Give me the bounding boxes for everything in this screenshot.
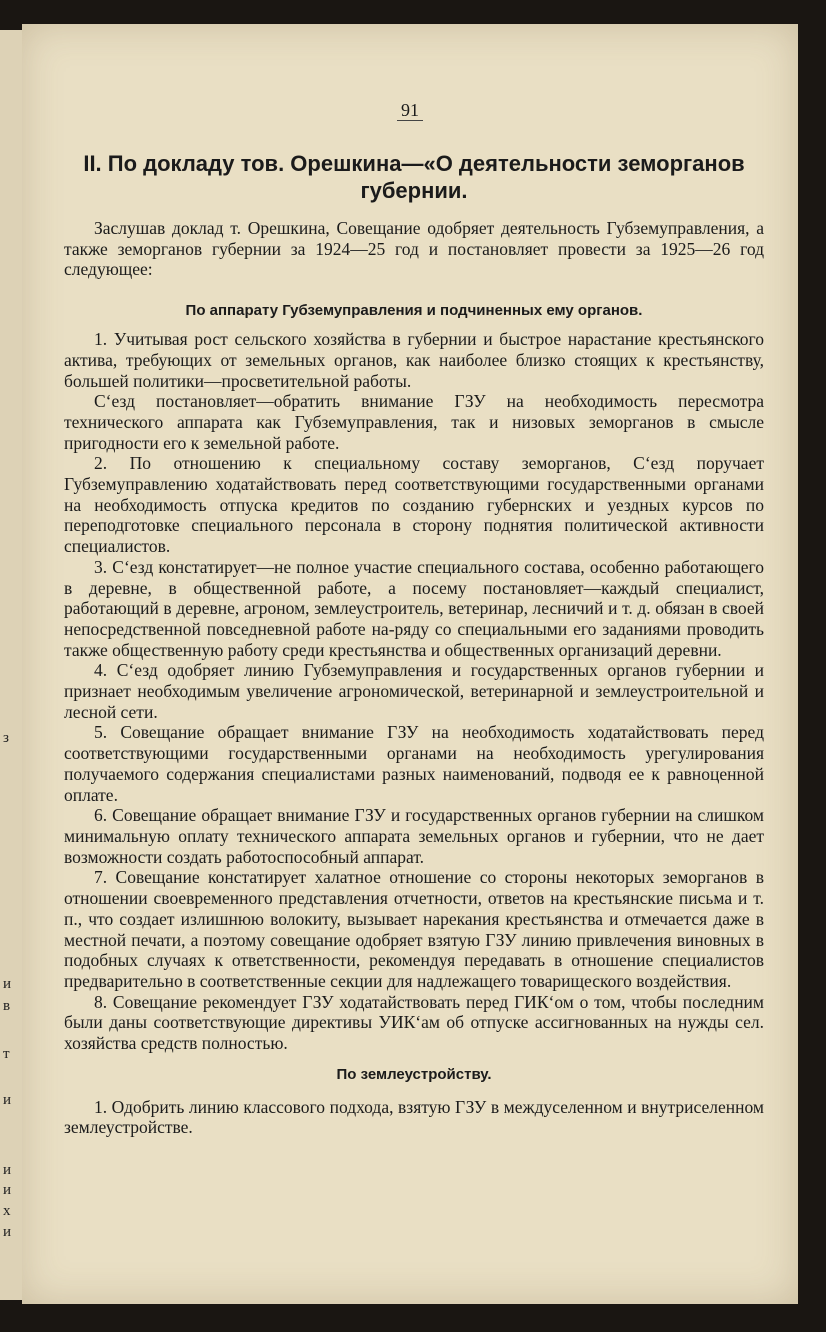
section1-paragraph: 2. По отношению к специальному составу земорганов, С‘езд поручает Губземуправлению ходатайствовать перед соответствующими государственными органами на необходимость отпуска кредитов по созданию губернских и уездных курсов по переподготовке специального персонала в сторону поднятия политической активности специалистов. — [64, 453, 764, 557]
section-title-land-management: По землеустройству. — [336, 1065, 492, 1083]
prev-page-fragment: х — [3, 1203, 11, 1219]
document-content — [64, 150, 764, 1138]
intro-paragraph: Заслушав доклад т. Орешкина, Совещание одобряет деятельность Губземуправления, а также земорганов губернии за 1924—25 год и постановляет провести за 1925—26 год следующее: — [64, 218, 764, 280]
section1-paragraph: С‘езд постановляет—обратить внимание ГЗУ на необходимость пересмотра технического аппарата как Губземуправления, так и низовых земорганов в смысле пригодности его к земельной работе. — [64, 391, 764, 453]
prev-page-fragment: в — [3, 998, 11, 1014]
section2-paragraph: 1. Одобрить линию классового подхода, взятую ГЗУ в междуселенном и внутриселенном землеустройстве. — [64, 1096, 764, 1138]
document-page — [22, 24, 798, 1304]
prev-page-fragment: и — [3, 1224, 12, 1240]
prev-page-fragment: и — [3, 976, 12, 992]
section1-paragraph: 7. Совещание констатирует халатное отношение со стороны некоторых земорганов в отношении своевременного представления отчетности, ответов на крестьянские письма и т. п., что создает излишнюю волокиту, вызывает нарекания крестьянства и отмечается даже в местной печати, а поэтому совещание одобряет взятую ГЗУ линию привлечения виновных в подобных случаях к ответственности, рекомендуя передавать в отношение специалистов предварительно в соответственные секции для надлежащего товарищеского воздействия. — [64, 867, 764, 991]
resolution-heading: ІІ. По докладу тов. Орешкина—«О деятельности земорганов губернии. — [83, 151, 745, 203]
section1-paragraph: 8. Совещание рекомендует ГЗУ ходатайствовать перед ГИК‘ом о том, чтобы последним были даны соответствующие директивы УИК‘ам об отпуске ассигнованных на нужды сел. хозяйства средств полностью. — [64, 991, 764, 1054]
section1-paragraph: 6. Совещание обращает внимание ГЗУ и государственных органов губернии на слишком минимальную оплату технического аппарата земельных органов и губернии, что не дает возможности создать работоспособный аппарат. — [64, 805, 764, 867]
prev-page-fragment: з — [3, 730, 9, 746]
page-number: 91 — [22, 100, 798, 121]
section1-paragraph: 4. С‘езд одобряет линию Губземуправления и государственных органов губернии и признает необходимым увеличение агрономической, ветеринарной и землеустроительной и лесной сети. — [64, 660, 764, 722]
prev-page-fragment: и — [3, 1182, 12, 1198]
prev-page-fragment: и — [3, 1092, 12, 1108]
section1-paragraph: 3. С‘езд констатирует—не полное участие специального состава, особенно работающего в деревне, в общественной работе, а посему постановляет—каждый специалист, работающий в деревне, агроном, землеустроитель, ветеринар, лесничий и т. д. обязан в своей непосредственной повседневной работе на-ряду со специальными его заданиями проводить также общественную работу среди крестьянства и общественных организаций деревни. — [64, 556, 764, 660]
section-title-apparatus: По аппарату Губземуправления и подчиненных ему органов. — [185, 302, 643, 320]
prev-page-fragment: т — [3, 1046, 10, 1062]
section1-paragraph: 1. Учитывая рост сельского хозяйства в губернии и быстрое нарастание крестьянского актива, требующих от земельных органов, как наиболее близко стоящих к крестьянству, большей политики—просветительной работы. — [64, 329, 764, 391]
prev-page-fragment: и — [3, 1162, 12, 1178]
section1-paragraph: 5. Совещание обращает внимание ГЗУ на необходимость ходатайствовать перед соответствующими государственными органами на необходимость урегулирования получаемого содержания специалистами разных наименований, подводя ее к равноценной оплате. — [64, 722, 764, 805]
